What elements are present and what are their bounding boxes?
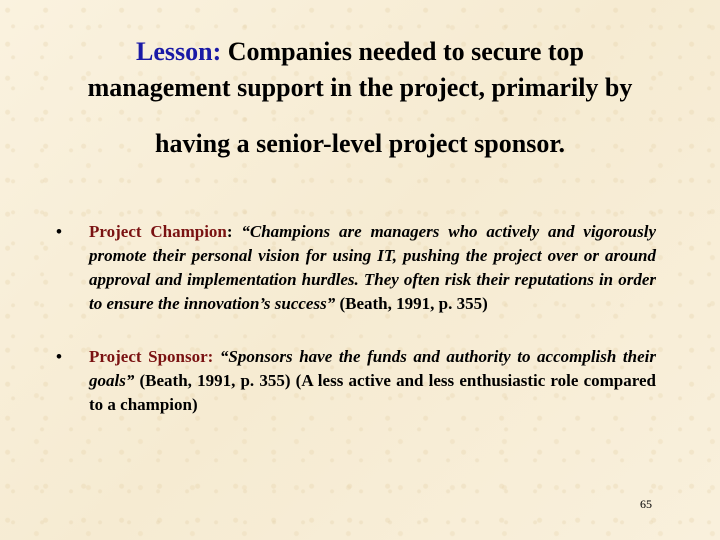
title-line-1-text: Companies needed to secure top (221, 37, 585, 66)
sponsor-quote: “Sponsors have the funds and authority to accomplish their goals” (89, 347, 656, 390)
sponsor-citation: (Beath, 1991, p. 355) (A less active and less enthusiastic role compared to a champion) (89, 371, 656, 414)
term-separator (213, 347, 220, 366)
bullet-list (56, 220, 656, 417)
bullet-item-project-sponsor (56, 345, 656, 417)
title-line-3: having a senior-level project sponsor. (155, 129, 565, 158)
champion-quote: “Champions are managers who actively and vigorously promote their personal vision for using IT, pushing the project over or around approval and implementation hurdles. They often risk their reputations in order to ensure the innovation’s success” (89, 222, 656, 313)
title-line-2: management support in the project, primarily by (87, 73, 633, 102)
term-project-sponsor: Project Sponsor: (89, 347, 214, 366)
bullet-item-project-champion (56, 220, 656, 316)
bullet-marker: • (56, 222, 62, 241)
title-line-1 (20, 34, 700, 70)
title-keyword: Lesson: (135, 37, 222, 66)
term-project-champion: Project Champion (89, 222, 227, 241)
term-separator: : (226, 222, 242, 241)
champion-citation: (Beath, 1991, p. 355) (335, 294, 488, 313)
page-number: 65 (640, 497, 652, 511)
bullet-marker: • (56, 347, 62, 366)
slide-title (20, 34, 700, 162)
